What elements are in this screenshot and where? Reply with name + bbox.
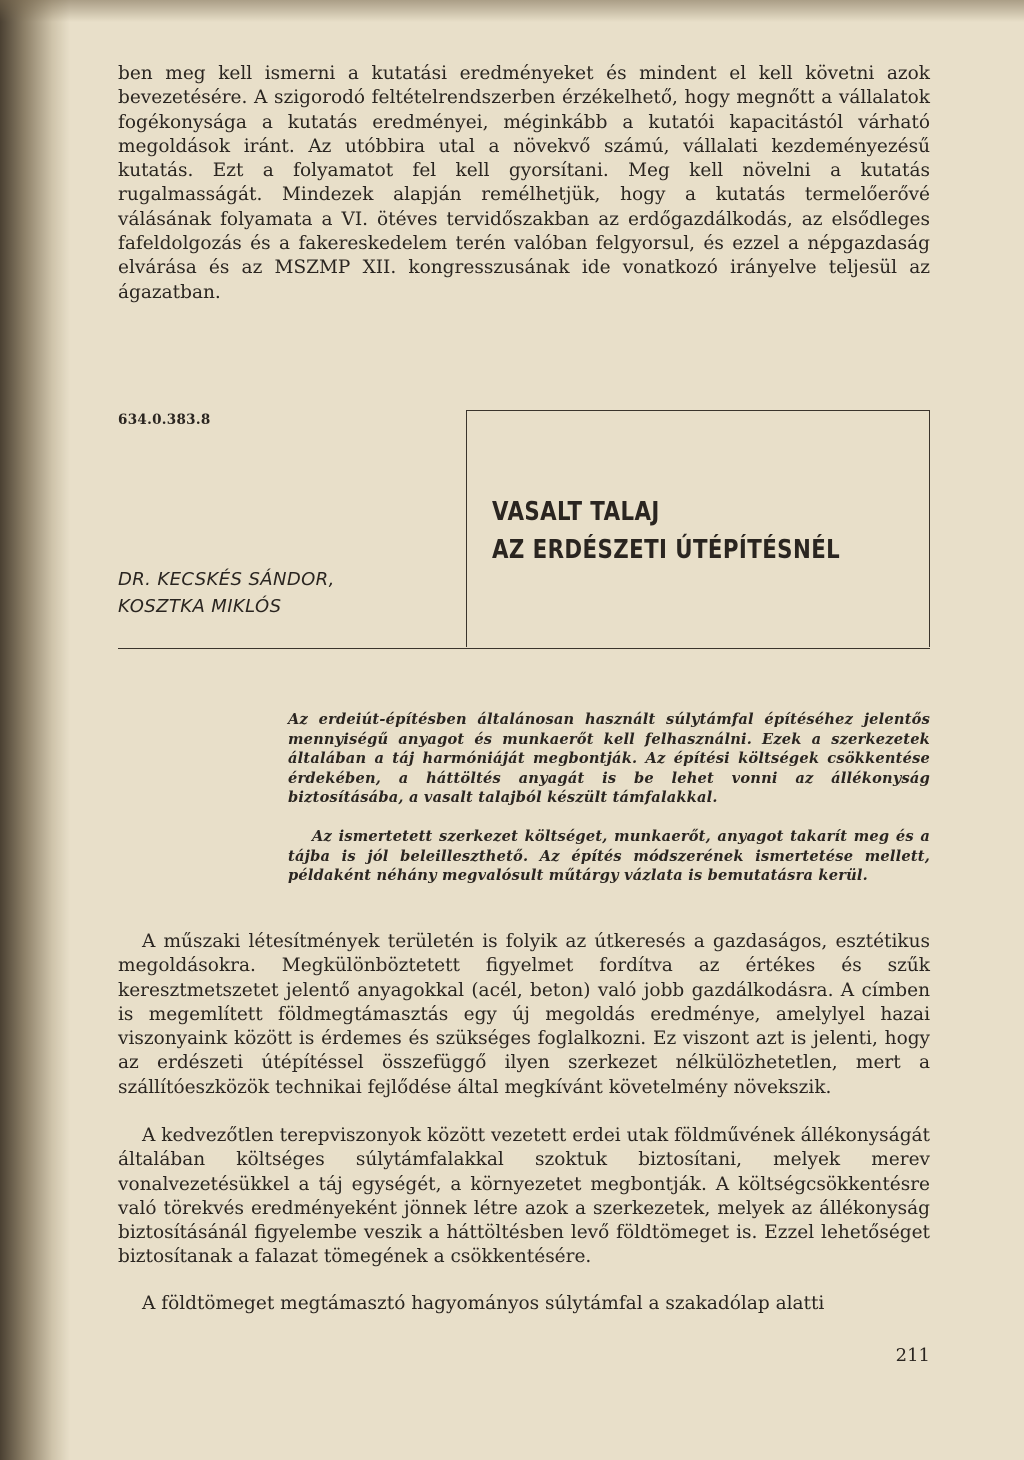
intro-paragraph: ben meg kell ismerni a kutatási eredményeket és mindent el kell követni azok bevezetésére. A szigorodó feltételrendszerben érzékelhető, hogy megnőtt a vállalatok fogékonysága a kutatás eredményei, méginkább a kutatói kapacitástól várható megoldások iránt. Az utóbbira utal a növekvő számú, vállalati kezdeményezésű kutatás. Ezt a folyamatot fel kell gyorsítani. Meg kell növelni a kutatás rugalmasságát. Mindezek alapján remélhetjük, hogy a kutatás termelőerővé válásának folyamata a VI. ötéves tervidőszakban az erdőgazdálkodás, az elsődleges fafeldolgozás és a fakereskedelem terén valóban felgyorsul, és ezzel a népgazdaság elvárása és az MSZMP XII. kongresszusának ide vonatkozó irányelve teljesül az ágazatban.	[118, 63, 930, 303]
page-number: 211	[895, 1345, 930, 1366]
author-2: KOSZTKA MIKLÓS	[118, 596, 282, 617]
body-paragraph-1: A műszaki létesítmények területén is folyik az útkeresés a gazdaságos, esztétikus megoldásokra. Megkülönböztetett figyelmet fordítva az értékes és szűk keresztmetszetet jelentő anyagokkal (acél, beton) való jobb gazdálkodásra. A címben is megemlített földmegtámasztás egy új megoldás eredménye, amelylyel hazai viszonyaink között is érdemes és szükséges foglalkozni. Ez viszont azt is jelenti, hogy az erdészeti útépítéssel összefüggő ilyen szerkezet nélkülözhetetlen, mert a szállítóeszközök technikai fejlődése által megkívánt követelmény növekszik.	[118, 931, 930, 1098]
article-title-line-1: VASALT TALAJ	[492, 497, 660, 527]
page-top-shadow	[0, 0, 1024, 22]
article-title	[492, 493, 840, 569]
author-1: DR. KECSKÉS SÁNDOR,	[118, 569, 335, 590]
body-paragraph-2: A kedvezőtlen terepviszonyok között vezetett erdei utak földművének állékonyságát általában költséges súlytámfalakkal szoktuk biztosítani, melyek merev vonalvezetésükkel a táj egységét, a környezetet megbontják. A költségcsökkentésre való törekvés eredményeként jönnek létre azok a szerkezetek, melyek az állékonyság biztosításánál figyelembe veszik a háttöltésben levő földtömeget is. Ezzel lehetőséget biztosítanak a falazat tömegének a csökkentésére.	[118, 1125, 930, 1268]
article-authors	[118, 566, 335, 620]
body-paragraph-3: A földtömeget megtámasztó hagyományos súlytámfal a szakadólap alatti	[142, 1293, 825, 1314]
header-rule	[118, 648, 930, 649]
abstract-paragraph-1: Az erdeiút-építésben általánosan használt súlytámfal építéséhez jelentős mennyiségű anyagot és munkaerőt kell felhasználni. Ezek a szerkezetek általában a táj harmóniáját megbontják. Az építési költségek csökkentése érdekében, a háttöltés anyagát is be lehet vonni az állékonyság biztosításába, a vasalt talajból készült támfalakkal.	[288, 711, 930, 806]
udc-code: 634.0.383.8	[118, 412, 211, 428]
abstract-paragraph-2: Az ismertetett szerkezet költséget, munkaerőt, anyagot takarít meg és a tájba is jól beleilleszthető. Az építés módszerének ismertetése mellett, példaként néhány megvalósult műtárgy vázlata is bemutatásra kerül.	[288, 828, 930, 884]
page-binding-shadow	[0, 0, 70, 1460]
article-title-line-2: AZ ERDÉSZETI ÚTÉPÍTÉSNÉL	[492, 535, 841, 565]
